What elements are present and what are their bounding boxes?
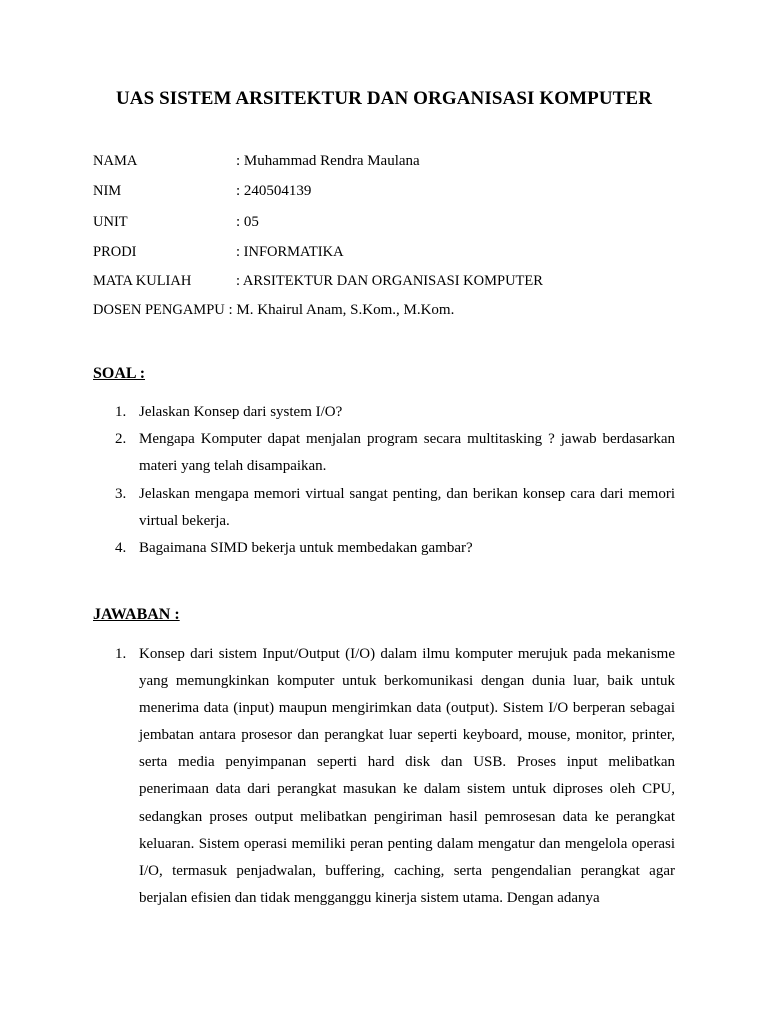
list-item-text: Mengapa Komputer dapat menjalan program secara multitasking ? jawab berdasarkan materi yang telah disampaikan. xyxy=(139,431,675,475)
info-label: NAMA xyxy=(93,153,138,169)
list-item-text: Jelaskan mengapa memori virtual sangat penting, dan berikan konsep cara dari memori virtual bekerja. xyxy=(139,485,675,529)
list-item xyxy=(93,481,675,535)
info-value: : M. Khairul Anam, S.Kom., M.Kom. xyxy=(228,302,455,318)
list-item-text: Bagaimana SIMD bekerja untuk membedakan gambar? xyxy=(139,540,473,557)
info-label: MATA KULIAH xyxy=(93,273,192,289)
info-label: NIM xyxy=(93,183,122,199)
info-row-nama xyxy=(93,151,693,171)
soal-list xyxy=(93,399,675,562)
info-row-nim xyxy=(93,181,693,201)
list-item-text: Konsep dari sistem Input/Output (I/O) dalam ilmu komputer merujuk pada mekanisme yang memungkinkan komputer untuk berkomunikasi dengan dunia luar, baik untuk menerima data (input) maupun mengirimkan data (output). Sistem I/O berperan sebagai jembatan antara prosesor dan perangkat luar seperti keyboard, mouse, monitor, printer, serta media penyimpanan seperti hard disk dan USB. Proses input melibatkan penerimaan data dari perangkat masukan ke dalam sistem untuk diproses oleh CPU, sedangkan proses output melibatkan pengiriman hasil pemrosesan data ke perangkat keluaran. Sistem operasi memiliki peran penting dalam mengatur dan mengelola operasi I/O, termasuk penjadwalan, buffering, caching, serta pengendalian perangkat agar berjalan efisien dan tidak mengganggu kinerja sistem utama. Dengan adanya xyxy=(139,646,675,906)
document-title: UAS SISTEM ARSITEKTUR DAN ORGANISASI KOMPUTER xyxy=(115,88,653,109)
info-value: : Muhammad Rendra Maulana xyxy=(236,153,420,169)
info-value: : 240504139 xyxy=(236,183,312,199)
info-label: PRODI xyxy=(93,244,137,260)
list-item-number: 3. xyxy=(115,485,127,502)
info-value: : INFORMATIKA xyxy=(236,244,344,260)
info-value: : ARSITEKTUR DAN ORGANISASI KOMPUTER xyxy=(236,273,543,289)
list-item-number: 2. xyxy=(115,431,127,448)
list-item xyxy=(93,535,675,562)
list-item-number: 4. xyxy=(115,540,127,557)
list-item xyxy=(93,641,675,912)
jawaban-heading: JAWABAN : xyxy=(93,606,180,623)
info-row-mata-kuliah xyxy=(93,271,693,291)
info-value: : 05 xyxy=(236,214,259,230)
jawaban-list xyxy=(93,641,675,912)
list-item xyxy=(93,399,675,426)
info-row-unit xyxy=(93,212,693,232)
list-item xyxy=(93,426,675,480)
info-label: UNIT xyxy=(93,214,128,230)
list-item-number: 1. xyxy=(115,404,127,420)
list-item-number: 1. xyxy=(115,646,127,662)
info-row-dosen-pengampu xyxy=(93,300,693,320)
info-row-prodi xyxy=(93,242,693,262)
list-item-text: Jelaskan Konsep dari system I/O? xyxy=(139,404,343,420)
soal-heading: SOAL : xyxy=(93,365,146,382)
info-label: DOSEN PENGAMPU xyxy=(93,302,225,318)
